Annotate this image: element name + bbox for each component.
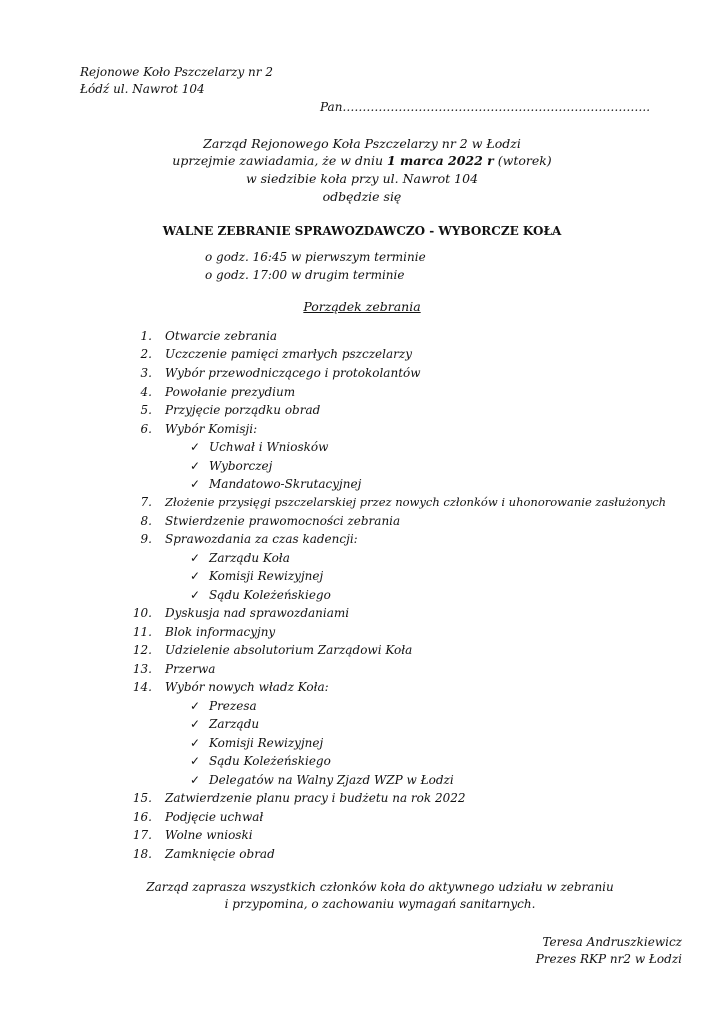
agenda-item-number: 7. (140, 495, 152, 509)
agenda-item-number: 2. (140, 347, 152, 361)
agenda-item-number: 16. (132, 810, 152, 824)
meeting-weekday: (wtorek) (493, 153, 552, 168)
signature-title: Prezes RKP nr2 w Łodzi (535, 952, 682, 966)
meeting-date: 1 marca 2022 r (387, 153, 494, 168)
agenda-subitem-text: Mandatowo-Skrutacyjnej (209, 477, 362, 491)
org-address: Łódź ul. Nawrot 104 (80, 82, 205, 96)
agenda-item-number: 3. (140, 366, 152, 380)
agenda-item-text: Otwarcie zebrania (165, 329, 278, 343)
agenda-item-text: Wybór przewodniczącego i protokolantów (165, 366, 421, 380)
checkmark-icon: ✓ (190, 736, 201, 750)
closing-line-2: i przypomina, o zachowaniu wymagań sanitarnych. (224, 897, 536, 911)
agenda-item-number: 18. (132, 847, 152, 861)
agenda-subitem-text: Komisji Rewizyjnej (209, 569, 324, 583)
checkmark-icon: ✓ (190, 477, 201, 491)
checkmark-icon: ✓ (190, 440, 201, 454)
agenda-subitem-text: Sądu Koleżeńskiego (209, 754, 331, 768)
agenda-item-text: Powołanie prezydium (165, 385, 296, 399)
agenda-subitem-text: Zarządu Koła (209, 551, 290, 565)
addressee-line: Pan………………………………………………………………….. (320, 100, 651, 114)
agenda-item-text: Uczczenie pamięci zmarłych pszczelarzy (165, 347, 412, 361)
checkmark-icon: ✓ (190, 459, 201, 473)
checkmark-icon: ✓ (190, 588, 201, 602)
intro-line-4: odbędzie się (322, 189, 402, 204)
agenda-item-number: 11. (132, 625, 152, 639)
agenda-subitem-text: Sądu Koleżeńskiego (209, 588, 331, 602)
agenda-subitem-text: Zarządu (209, 717, 260, 731)
agenda-item-text: Zatwierdzenie planu pracy i budżetu na rok 2022 (165, 791, 466, 805)
agenda-subitem-text: Komisji Rewizyjnej (209, 736, 324, 750)
checkmark-icon: ✓ (190, 551, 201, 565)
agenda-subitem-text: Wyborczej (209, 459, 273, 473)
time-first-term: o godz. 16:45 w pierwszym terminie (205, 250, 426, 264)
intro-line-1: Zarząd Rejonowego Koła Pszczelarzy nr 2 w Łodzi (203, 136, 521, 151)
agenda-item-text: Udzielenie absolutorium Zarządowi Koła (165, 643, 413, 657)
agenda-item-text: Sprawozdania za czas kadencji: (165, 532, 358, 546)
agenda-item-number: 4. (140, 385, 152, 399)
agenda-subitem-text: Delegatów na Walny Zjazd WZP w Łodzi (209, 773, 454, 787)
agenda-item-text: Wybór Komisji: (165, 422, 258, 436)
agenda-item-number: 14. (132, 680, 152, 694)
time-second-term: o godz. 17:00 w drugim terminie (205, 268, 405, 282)
agenda-item-text: Wolne wnioski (165, 828, 253, 842)
agenda-title: Porządek zebrania (303, 299, 421, 314)
agenda-item-number: 15. (132, 791, 152, 805)
checkmark-icon: ✓ (190, 754, 201, 768)
intro-text: uprzejmie zawiadamia, że w dniu (172, 153, 387, 168)
agenda-item-number: 17. (132, 828, 152, 842)
checkmark-icon: ✓ (190, 717, 201, 731)
agenda-subitem-text: Uchwał i Wniosków (209, 440, 329, 454)
closing-line-1: Zarząd zaprasza wszystkich członków koła do aktywnego udziału w zebraniu (146, 880, 614, 894)
agenda-item-text: Dyskusja nad sprawozdaniami (165, 606, 350, 620)
agenda-item-text: Przyjęcie porządku obrad (165, 403, 321, 417)
agenda-item-text: Przerwa (165, 662, 216, 676)
agenda-item-number: 12. (132, 643, 152, 657)
agenda-item-text: Wybór nowych władz Koła: (165, 680, 329, 694)
meeting-title: WALNE ZEBRANIE SPRAWOZDAWCZO - WYBORCZE KOŁA (162, 224, 562, 238)
intro-line-3: w siedzibie koła przy ul. Nawrot 104 (245, 171, 479, 186)
agenda-subitem-text: Prezesa (209, 699, 257, 713)
agenda-item-number: 6. (140, 422, 152, 436)
org-name: Rejonowe Koło Pszczelarzy nr 2 (80, 65, 273, 79)
agenda-item-number: 13. (132, 662, 152, 676)
agenda-item-text: Złożenie przysięgi pszczelarskiej przez nowych członków i uhonorowanie zasłużonych (165, 495, 667, 509)
agenda-item-number: 9. (140, 532, 152, 546)
agenda-item-number: 10. (132, 606, 152, 620)
agenda-item-number: 1. (140, 329, 152, 343)
agenda-item-number: 5. (140, 403, 152, 417)
agenda-item-text: Blok informacyjny (165, 625, 276, 639)
checkmark-icon: ✓ (190, 569, 201, 583)
checkmark-icon: ✓ (190, 699, 201, 713)
agenda-item-text: Podjęcie uchwał (165, 810, 264, 824)
agenda-item-text: Zamknięcie obrad (165, 847, 275, 861)
agenda-item-text: Stwierdzenie prawomocności zebrania (165, 514, 401, 528)
agenda-item-number: 8. (140, 514, 152, 528)
checkmark-icon: ✓ (190, 773, 201, 787)
signature-name: Teresa Andruszkiewicz (542, 935, 682, 949)
